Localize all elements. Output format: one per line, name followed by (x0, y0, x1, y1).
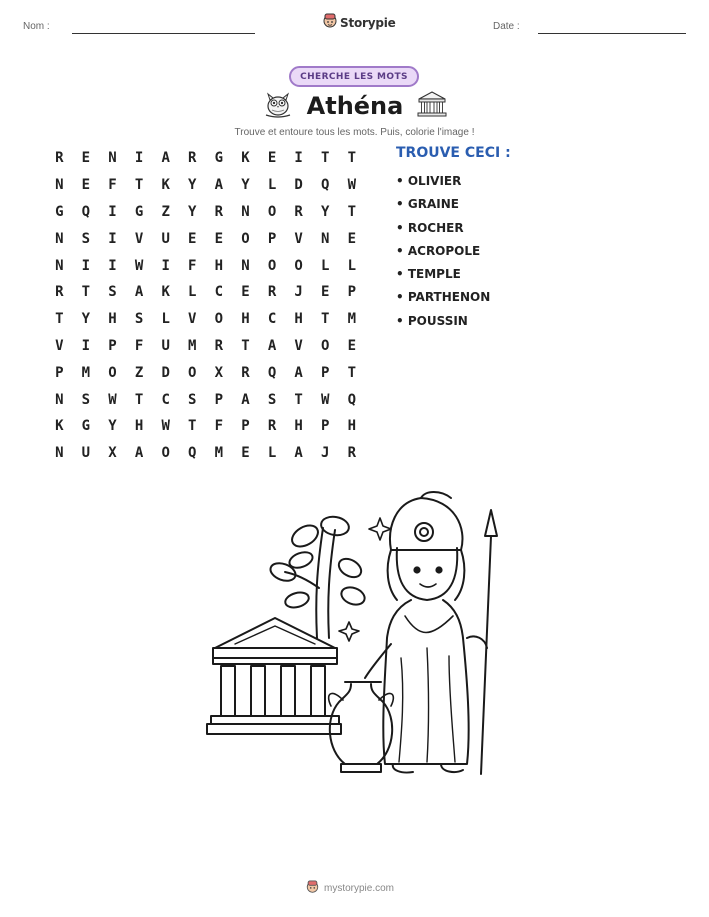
grid-cell[interactable]: W (134, 257, 144, 274)
grid-cell[interactable]: I (134, 150, 144, 167)
grid-cell[interactable]: K (161, 284, 170, 301)
grid-cell[interactable]: J (321, 445, 330, 462)
grid-cell[interactable]: V (294, 337, 303, 354)
grid-cell[interactable]: T (347, 150, 357, 167)
grid-cell[interactable]: M (214, 445, 224, 462)
grid-cell[interactable]: R (214, 337, 224, 354)
grid-cell[interactable]: S (134, 311, 144, 328)
grid-row (46, 279, 365, 306)
grid-cell[interactable]: D (294, 177, 303, 194)
grid-row (46, 225, 365, 252)
grid-cell[interactable]: Y (188, 177, 197, 194)
grid-cell[interactable]: R (347, 445, 357, 462)
temple (207, 618, 341, 734)
grid-cell[interactable]: E (321, 284, 330, 301)
grid-cell[interactable]: E (241, 284, 250, 301)
grid-cell[interactable]: A (134, 445, 144, 462)
grid-cell[interactable]: L (161, 311, 170, 328)
grid-cell[interactable]: S (81, 391, 91, 408)
grid-cell[interactable]: K (55, 418, 64, 435)
word-item: • POUSSIN (396, 313, 468, 328)
grid-cell[interactable]: V (55, 337, 64, 354)
grid-cell[interactable]: N (108, 150, 117, 167)
grid-cell[interactable]: V (294, 230, 303, 247)
grid-cell[interactable]: O (294, 257, 303, 274)
athena-figure (365, 492, 497, 774)
grid-cell[interactable]: U (161, 337, 170, 354)
grid-cell[interactable]: E (188, 230, 197, 247)
grid-cell[interactable]: N (55, 391, 64, 408)
grid-cell[interactable]: T (134, 177, 144, 194)
grid-cell[interactable]: Q (321, 177, 330, 194)
grid-cell[interactable]: Y (241, 177, 250, 194)
name-label: Nom : (23, 21, 50, 32)
grid-cell[interactable]: P (55, 364, 64, 381)
grid-row (46, 333, 365, 360)
page-title: Athéna (306, 92, 404, 120)
grid-cell[interactable]: I (81, 257, 91, 274)
activity-badge (289, 66, 419, 87)
grid-cell[interactable]: I (161, 257, 170, 274)
word-item: • PARTHENON (396, 290, 491, 305)
grid-row (46, 252, 365, 279)
grid-cell[interactable]: H (241, 311, 250, 328)
activity-badge-label: CHERCHE LES MOTS (300, 71, 408, 82)
grid-row (46, 306, 365, 333)
grid-cell[interactable]: K (241, 150, 250, 167)
grid-cell[interactable]: S (81, 230, 91, 247)
grid-cell[interactable]: C (161, 391, 170, 408)
word-item: • GRAINE (396, 197, 459, 212)
grid-cell[interactable]: R (188, 150, 197, 167)
grid-cell[interactable]: S (108, 284, 117, 301)
grid-cell[interactable]: P (267, 230, 277, 247)
grid-cell[interactable]: T (241, 337, 250, 354)
grid-cell[interactable]: K (161, 177, 170, 194)
word-list (396, 145, 511, 333)
grid-cell[interactable]: A (294, 445, 303, 462)
grid-row (46, 145, 365, 172)
grid-cell[interactable]: R (241, 364, 250, 381)
grid-cell[interactable]: T (347, 364, 357, 381)
grid-cell[interactable]: L (347, 257, 357, 274)
grid-cell[interactable]: O (188, 364, 197, 381)
grid-cell[interactable]: N (321, 230, 330, 247)
grid-cell[interactable]: Q (188, 445, 197, 462)
grid-cell[interactable]: O (267, 257, 277, 274)
grid-cell[interactable]: T (134, 391, 144, 408)
grid-cell[interactable]: T (81, 284, 91, 301)
owl-icon (262, 90, 294, 122)
grid-cell[interactable]: P (347, 284, 357, 301)
grid-cell[interactable]: E (214, 230, 224, 247)
grid-cell[interactable]: R (214, 203, 224, 220)
grid-row (46, 413, 365, 440)
grid-cell[interactable]: O (161, 445, 170, 462)
grid-cell[interactable]: G (81, 418, 91, 435)
grid-cell[interactable]: P (321, 418, 330, 435)
grid-cell[interactable]: V (134, 230, 144, 247)
grid-cell[interactable]: R (294, 203, 303, 220)
grid-cell[interactable]: J (294, 284, 303, 301)
grid-cell[interactable]: M (347, 311, 357, 328)
grid-cell[interactable]: D (161, 364, 170, 381)
grid-cell[interactable]: T (321, 311, 330, 328)
grid-cell[interactable]: W (321, 391, 330, 408)
grid-cell[interactable]: S (188, 391, 197, 408)
grid-cell[interactable]: A (267, 337, 277, 354)
grid-cell[interactable]: C (214, 284, 224, 301)
grid-cell[interactable]: N (55, 177, 64, 194)
grid-cell[interactable]: I (108, 257, 117, 274)
grid-cell[interactable]: U (161, 230, 170, 247)
grid-cell[interactable]: N (55, 445, 64, 462)
footer-url: mystorypie.com (324, 883, 395, 894)
grid-cell[interactable]: W (161, 418, 170, 435)
grid-cell[interactable]: L (188, 284, 197, 301)
title-row (262, 90, 448, 122)
grid-cell[interactable]: O (241, 230, 250, 247)
grid-cell[interactable]: H (108, 311, 117, 328)
grid-cell[interactable]: Z (161, 203, 170, 220)
grid-cell[interactable]: Q (267, 364, 277, 381)
grid-cell[interactable]: G (55, 203, 64, 220)
grid-cell[interactable]: V (188, 311, 197, 328)
grid-cell[interactable]: L (321, 257, 330, 274)
grid-cell[interactable]: Z (134, 364, 144, 381)
grid-cell[interactable]: O (267, 203, 277, 220)
grid-cell[interactable]: E (81, 150, 91, 167)
word-item: • OLIVIER (396, 174, 462, 188)
grid-cell[interactable]: Q (81, 203, 91, 220)
footer (306, 879, 394, 898)
grid-cell[interactable]: N (55, 230, 64, 247)
grid-cell[interactable]: H (294, 418, 303, 435)
grid-cell[interactable]: I (294, 150, 303, 167)
grid-cell[interactable]: Y (81, 311, 91, 328)
grid-cell[interactable]: O (214, 311, 224, 328)
grid-cell[interactable]: R (267, 418, 277, 435)
brand-name: Storypie (340, 16, 396, 30)
storypie-logo-icon (323, 13, 337, 33)
grid-cell[interactable]: F (214, 418, 224, 435)
grid-cell[interactable]: A (134, 284, 144, 301)
grid-cell[interactable]: A (294, 364, 303, 381)
grid-cell[interactable]: R (267, 284, 277, 301)
grid-cell[interactable]: M (81, 364, 91, 381)
grid-cell[interactable]: Y (321, 203, 330, 220)
grid-cell[interactable]: F (188, 257, 197, 274)
word-item: • ACROPOLE (396, 243, 481, 258)
grid-cell[interactable]: T (347, 203, 357, 220)
grid-cell[interactable]: I (81, 337, 91, 354)
grid-cell[interactable]: A (161, 150, 170, 167)
grid-cell[interactable]: M (188, 337, 197, 354)
grid-cell[interactable]: Y (108, 418, 117, 435)
grid-cell[interactable]: N (241, 203, 250, 220)
olive-tree (268, 515, 367, 638)
grid-cell[interactable]: O (321, 337, 330, 354)
grid-cell[interactable]: H (347, 418, 357, 435)
grid-cell[interactable]: A (241, 391, 250, 408)
grid-cell[interactable]: H (134, 418, 144, 435)
grid-cell[interactable]: L (267, 177, 277, 194)
grid-cell[interactable]: E (241, 445, 250, 462)
word-item: • TEMPLE (396, 267, 461, 282)
grid-row (46, 440, 365, 467)
grid-cell[interactable]: T (321, 150, 330, 167)
grid-cell[interactable]: Q (347, 391, 357, 408)
grid-row (46, 386, 365, 413)
grid-cell[interactable]: A (214, 177, 224, 194)
grid-cell[interactable]: Y (188, 203, 197, 220)
word-item: • ROCHER (396, 220, 464, 235)
grid-cell[interactable]: E (347, 337, 357, 354)
grid-cell[interactable]: E (267, 150, 277, 167)
athena-coloring-illustration (205, 488, 505, 784)
instructions: Trouve et entoure tous les mots. Puis, colorie l'image ! (234, 127, 475, 138)
grid-row (46, 199, 365, 226)
grid-cell[interactable]: E (347, 230, 357, 247)
grid-cell[interactable]: E (81, 177, 91, 194)
grid-cell[interactable]: U (81, 445, 91, 462)
grid-cell[interactable]: P (108, 337, 117, 354)
grid-cell[interactable]: R (55, 150, 64, 167)
grid-row (46, 359, 365, 386)
grid-cell[interactable]: N (241, 257, 250, 274)
storypie-logo-icon (306, 879, 319, 898)
grid-cell[interactable]: H (294, 311, 303, 328)
grid-cell[interactable]: S (267, 391, 277, 408)
grid-cell[interactable]: H (214, 257, 224, 274)
grid-cell[interactable]: T (55, 311, 64, 328)
grid-cell[interactable]: F (108, 177, 117, 194)
grid-cell[interactable]: W (108, 391, 117, 408)
letter-grid (46, 145, 365, 467)
grid-cell[interactable]: P (321, 364, 330, 381)
grid-cell[interactable]: I (108, 203, 117, 220)
grid-cell[interactable]: X (108, 445, 117, 462)
grid-cell[interactable]: G (134, 203, 144, 220)
grid-cell[interactable]: F (134, 337, 144, 354)
brand (323, 13, 396, 33)
grid-cell[interactable]: W (347, 177, 357, 194)
word-list-title: TROUVE CECI : (396, 145, 511, 161)
grid-cell[interactable]: C (267, 311, 277, 328)
grid-cell[interactable]: P (241, 418, 250, 435)
grid-cell[interactable]: G (214, 150, 224, 167)
temple-icon (416, 90, 448, 122)
grid-cell[interactable]: P (214, 391, 224, 408)
grid-cell[interactable]: X (214, 364, 224, 381)
name-line[interactable] (72, 33, 255, 34)
grid-cell[interactable]: T (294, 391, 303, 408)
grid-cell[interactable]: T (188, 418, 197, 435)
grid-cell[interactable]: L (267, 445, 277, 462)
grid-cell[interactable]: R (55, 284, 64, 301)
date-label: Date : (493, 21, 520, 32)
grid-cell[interactable]: N (55, 257, 64, 274)
grid-row (46, 172, 365, 199)
grid-cell[interactable]: I (108, 230, 117, 247)
grid-cell[interactable]: O (108, 364, 117, 381)
date-line[interactable] (538, 33, 686, 34)
